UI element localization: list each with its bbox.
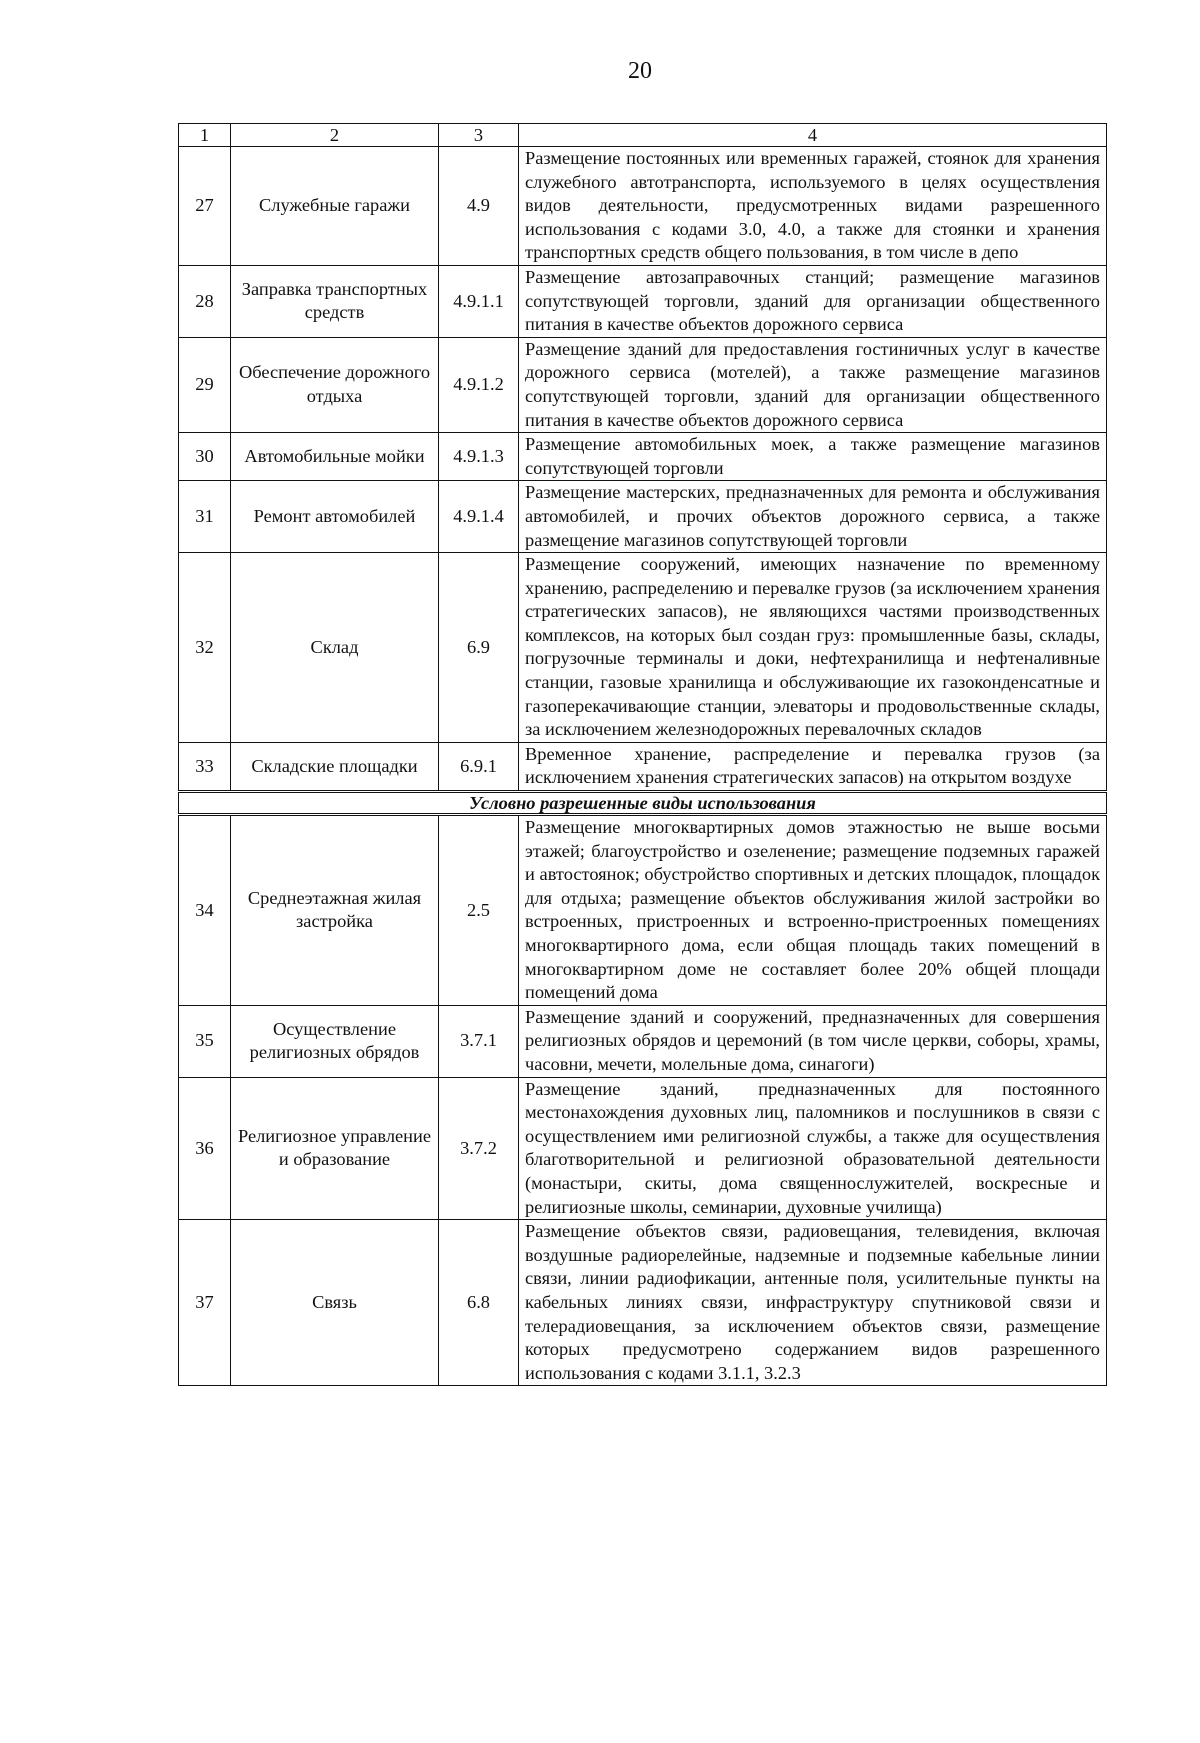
use-code: 2.5 (439, 815, 519, 1006)
use-description: Временное хранение, распределение и перевалка грузов (за исключением хранения стратегических запасов) на открытом воздухе (519, 742, 1107, 791)
table-row (179, 1005, 1107, 1077)
row-number: 37 (179, 1220, 231, 1386)
row-number: 35 (179, 1005, 231, 1077)
use-code: 4.9.1.3 (439, 433, 519, 481)
use-description: Размещение зданий для предоставления гостиничных услуг в качестве дорожного сервиса (мотелей), а также размещение магазинов сопутствующей торговли, зданий для организации общественного питания в качестве объектов дорожного сервиса (519, 337, 1107, 432)
table-row (179, 265, 1107, 337)
land-use-table (178, 123, 1107, 1386)
use-description: Размещение зданий и сооружений, предназначенных для совершения религиозных обрядов и церемоний (в том числе церкви, соборы, храмы, часовни, мечети, молельные дома, синагоги) (519, 1005, 1107, 1077)
table-row (179, 553, 1107, 743)
use-name: Ремонт автомобилей (231, 481, 439, 553)
row-number: 32 (179, 553, 231, 743)
use-code: 4.9.1.2 (439, 337, 519, 432)
table-row (179, 481, 1107, 553)
use-name: Заправка транспортных средств (231, 265, 439, 337)
header-col-3: 3 (439, 124, 519, 147)
table-row (179, 815, 1107, 1006)
use-name: Складские площадки (231, 742, 439, 791)
use-description: Размещение многоквартирных домов этажностью не выше восьми этажей; благоустройство и озеленение; размещение подземных гаражей и автостоянок; обустройство спортивных и детских площадок, площадок для отдыха; размещение объектов обслуживания жилой застройки во встроенных, пристроенных и встроенно-пристроенных помещениях многоквартирного дома, если общая площадь таких помещений в многоквартирном доме не составляет более 20% общей площади помещений дома (519, 815, 1107, 1006)
use-code: 6.9.1 (439, 742, 519, 791)
row-number: 29 (179, 337, 231, 432)
use-description: Размещение мастерских, предназначенных для ремонта и обслуживания автомобилей, и прочих объектов дорожного сервиса, а также размещение магазинов сопутствующей торговли (519, 481, 1107, 553)
row-number: 34 (179, 815, 231, 1006)
table-row (179, 147, 1107, 266)
use-name: Обеспечение дорожного отдыха (231, 337, 439, 432)
use-description: Размещение зданий, предназначенных для постоянного местонахождения духовных лиц, паломников и послушников в связи с осуществлением ими религиозной службы, а также для осуществления благотворительной и религиозной образовательной деятельности (монастыри, скиты, дома священнослужителей, воскресные и религиозные школы, семинарии, духовные училища) (519, 1077, 1107, 1220)
header-col-1: 1 (179, 124, 231, 147)
use-description: Размещение объектов связи, радиовещания, телевидения, включая воздушные радиорелейные, надземные и подземные кабельные линии связи, линии радиофикации, антенные поля, усилительные пункты на кабельных линиях связи, инфраструктуру спутниковой связи и телерадиовещания, за исключением объектов связи, размещение которых предусмотрено содержанием видов разрешенного использования с кодами 3.1.1, 3.2.3 (519, 1220, 1107, 1386)
row-number: 33 (179, 742, 231, 791)
header-row (179, 124, 1107, 147)
table-row (179, 1077, 1107, 1220)
use-code: 4.9.1.1 (439, 265, 519, 337)
table-row (179, 1220, 1107, 1386)
section-heading-row (179, 792, 1107, 815)
use-description: Размещение постоянных или временных гаражей, стоянок для хранения служебного автотранспорта, используемого в целях осуществления видов деятельности, предусмотренных видами разрешенного использования с кодами 3.0, 4.0, а также для стоянки и хранения транспортных средств общего пользования, в том числе в депо (519, 147, 1107, 266)
row-number: 27 (179, 147, 231, 266)
row-number: 30 (179, 433, 231, 481)
header-col-4: 4 (519, 124, 1107, 147)
use-description: Размещение автомобильных моек, а также размещение магазинов сопутствующей торговли (519, 433, 1107, 481)
use-code: 4.9.1.4 (439, 481, 519, 553)
row-number: 28 (179, 265, 231, 337)
use-name: Осуществление религиозных обрядов (231, 1005, 439, 1077)
use-name: Служебные гаражи (231, 147, 439, 266)
use-description: Размещение автозаправочных станций; размещение магазинов сопутствующей торговли, зданий для организации общественного питания в качестве объектов дорожного сервиса (519, 265, 1107, 337)
header-col-2: 2 (231, 124, 439, 147)
use-name: Среднеэтажная жилая застройка (231, 815, 439, 1006)
use-name: Автомобильные мойки (231, 433, 439, 481)
section-heading: Условно разрешенные виды использования (179, 792, 1107, 815)
use-code: 6.8 (439, 1220, 519, 1386)
use-name: Склад (231, 553, 439, 743)
use-code: 4.9 (439, 147, 519, 266)
table-row (179, 433, 1107, 481)
row-number: 31 (179, 481, 231, 553)
row-number: 36 (179, 1077, 231, 1220)
use-name: Религиозное управление и образование (231, 1077, 439, 1220)
page-number: 20 (628, 58, 652, 84)
use-code: 3.7.2 (439, 1077, 519, 1220)
table-row (179, 337, 1107, 432)
use-description: Размещение сооружений, имеющих назначение по временному хранению, распределению и перевалке грузов (за исключением хранения стратегических запасов), не являющихся частями производственных комплексов, на которых был создан груз: промышленные базы, склады, погрузочные терминалы и доки, нефтехранилища и нефтеналивные станции, газовые хранилища и обслуживающие их газоконденсатные и газоперекачивающие станции, элеваторы и продовольственные склады, за исключением железнодорожных перевалочных складов (519, 553, 1107, 743)
table-row (179, 742, 1107, 791)
use-code: 3.7.1 (439, 1005, 519, 1077)
use-name: Связь (231, 1220, 439, 1386)
use-code: 6.9 (439, 553, 519, 743)
